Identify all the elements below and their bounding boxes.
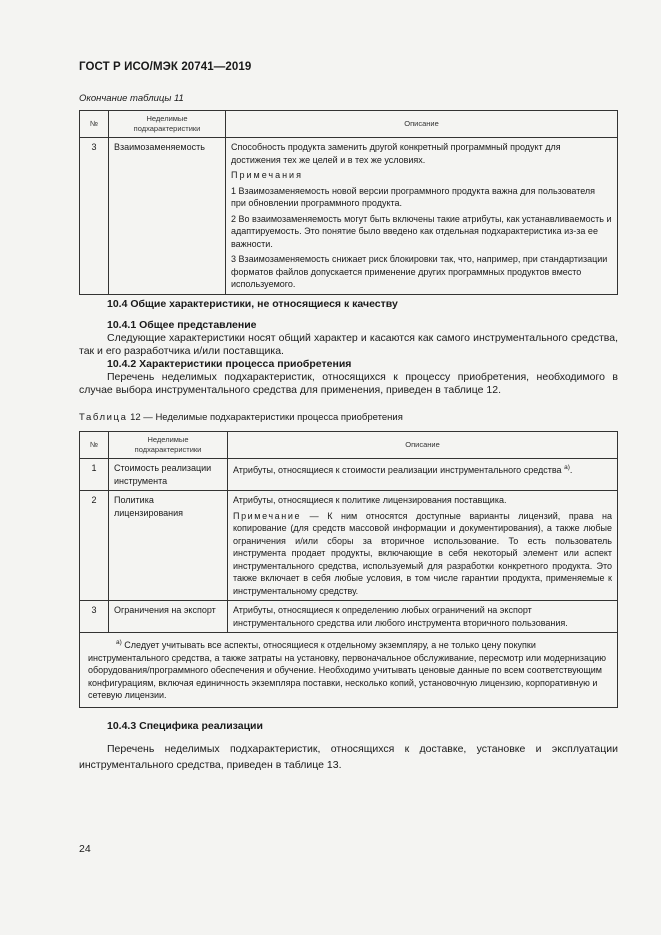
- row-description: [226, 138, 618, 295]
- column-header-desc: Описание: [228, 432, 618, 459]
- table-row: [80, 459, 618, 491]
- section-10-4-2-title: 10.4.2 Характеристики процесса приобретения: [107, 358, 352, 370]
- row-num: 1: [80, 459, 109, 491]
- row-name: Стоимость реализации инструмента: [109, 459, 228, 491]
- section-10-4-title: 10.4 Общие характеристики, не относящиеся к качеству: [107, 298, 398, 310]
- section-10-4-3-text: Перечень неделимых подхарактеристик, относящихся к доставке, установке и эксплуатации инструментального средства, приведен в таблице 13.: [79, 743, 618, 771]
- table-row: [80, 491, 618, 601]
- table-11-caption: Окончание таблицы 11: [79, 93, 184, 104]
- row-name: Ограничения на экспорт: [109, 601, 228, 633]
- table-header-row: [80, 111, 618, 138]
- section-10-4-3-title: 10.4.3 Специфика реализации: [107, 720, 263, 732]
- section-10-4-2-text: Перечень неделимых подхарактеристик, относящихся к процессу приобретения, необходимого в случае выбора инструментального средства для применения, приведен в таблице 12.: [79, 371, 618, 396]
- note-1: 1 Взаимозаменяемость новой версии программного продукта важна для пользователя при обновлении программного продукта.: [231, 185, 596, 208]
- table-header-row: [80, 432, 618, 459]
- section-10-4-1-text: Следующие характеристики носят общий характер и касаются как самого инструментального средства, так и его разработчика и/или поставщика.: [79, 332, 618, 357]
- column-header-name: Неделимые подхарактеристики: [109, 432, 228, 459]
- row-name: Взаимозаменяемость: [109, 138, 226, 295]
- table-12-caption-rest: 12 — Неделимые подхарактеристики процесса приобретения: [127, 412, 403, 423]
- desc-main: Атрибуты, относящиеся к политике лицензирования поставщика.: [233, 495, 507, 505]
- column-header-desc: Описание: [226, 111, 618, 138]
- footnote-mark: а): [116, 639, 122, 646]
- note-2: 2 Во взаимозаменяемость могут быть включены такие атрибуты, как устанавливаемость и адаптируемость. Это понятие было введено как отдельная подхарактеристика из-за ее важности.: [231, 213, 612, 249]
- footnote-text: Следует учитывать все аспекты, относящиеся к отдельному экземпляру, а не только цену покупки инструментального средства, а также затраты на установку, первоначальное обслуживание, пересмотр или модернизацию оборудования/программного обеспечения и обучение. Необходимо учитывать ценовые данные по всем соответствующим конфигурациям, включая единичность экземпляра поставки, несколько копий, установочную лицензию, корпоративную и сетевую лицензии.: [88, 640, 606, 700]
- notes-label: Примечания: [231, 170, 303, 180]
- row-note: [233, 510, 612, 598]
- note-3: 3 Взаимозаменяемость снижает риск блокировки так, что, например, при стандартизации форматов файлов допускается применение других программных продуктов вместо используемого.: [231, 254, 608, 289]
- note-label: Примечание: [233, 510, 302, 521]
- row-name: Политика лицензирования: [109, 491, 228, 601]
- column-header-name: Неделимые подхарактеристики: [109, 111, 226, 138]
- section-10-4-1-title: 10.4.1 Общее представление: [107, 319, 257, 331]
- document-header: ГОСТ Р ИСО/МЭК 20741—2019: [79, 61, 252, 73]
- desc-main: Способность продукта заменить другой конкретный программный продукт для достижения тех же целей и в тех же условиях.: [231, 142, 561, 165]
- table-footnote: [80, 633, 618, 708]
- row-description: Атрибуты, относящиеся к стоимости реализации инструментального средства $^{а)}$.: [228, 459, 618, 491]
- row-description: [228, 491, 618, 601]
- table-footnote-row: [80, 633, 618, 708]
- table-11: [79, 110, 618, 295]
- row-num: 3: [80, 138, 109, 295]
- table-12-caption: [79, 412, 403, 423]
- row-num: 3: [80, 601, 109, 633]
- table-row: [80, 138, 618, 295]
- table-row: [80, 601, 618, 633]
- row-num: 2: [80, 491, 109, 601]
- row-description: Атрибуты, относящиеся к определению любых ограничений на экспорт инструментального средства или любого инструмента вторичного пользования.: [228, 601, 618, 633]
- note-text: — К ним относятся доступные варианты лицензий, права на копирование (для средств массовой информации и документирования), а также любые ограничения и/или сборы за вторичное использование. То есть пользователь инструмента продает продукты, включающие в себя некоторый элемент или аспект инструментального средства, используемый для разработки конкретного продукта. Это также включает в себя любые условия, в том числе гарантии продукта, применяемые к инструментальному средству.: [233, 510, 612, 596]
- column-header-num: №: [80, 111, 109, 138]
- footnote-ref: а): [564, 464, 570, 471]
- page-number: 24: [79, 843, 91, 855]
- table-12: [79, 431, 618, 708]
- table-12-caption-label: Таблица: [79, 412, 128, 423]
- column-header-num: №: [80, 432, 109, 459]
